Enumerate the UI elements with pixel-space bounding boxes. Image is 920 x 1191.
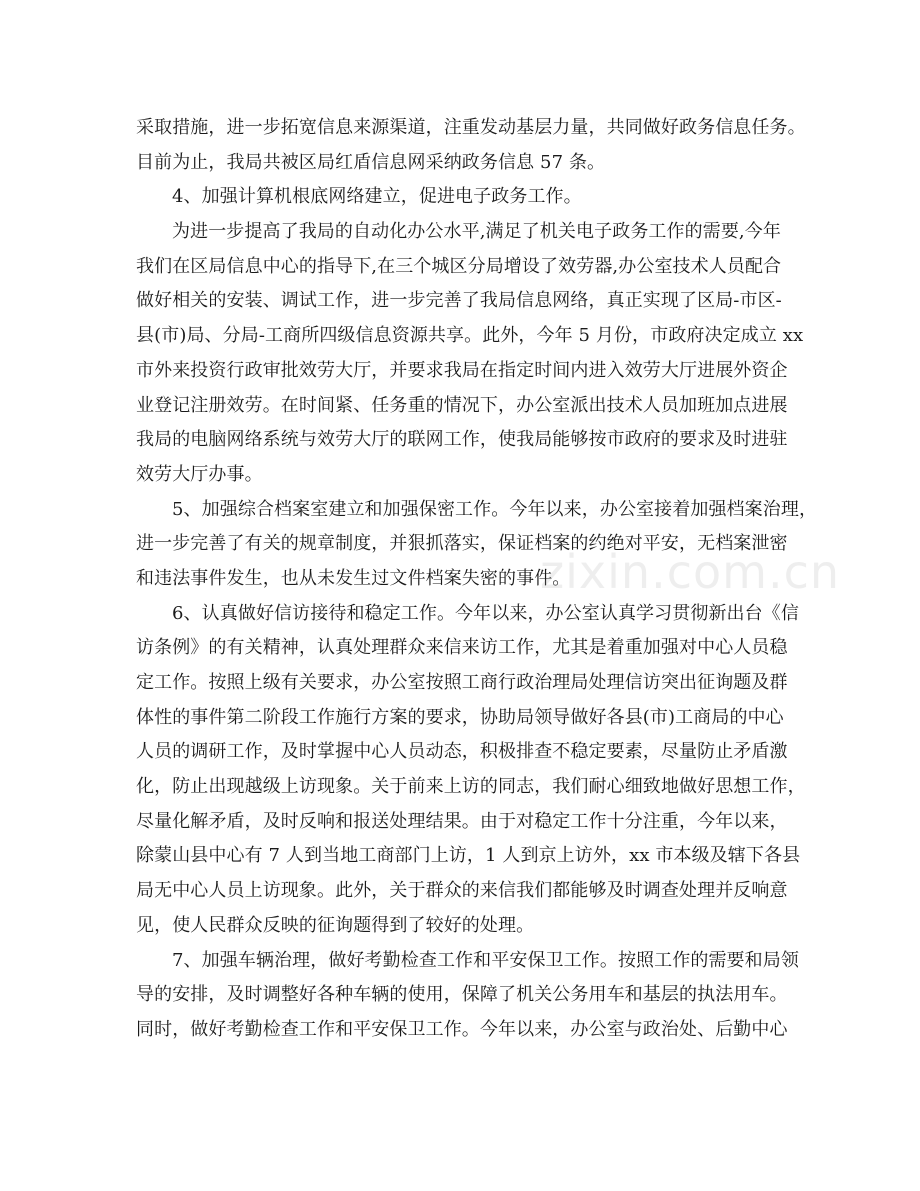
text-line: 局无中心人员上访现象。此外，关于群众的来信我们都能够及时调查处理并反响意 <box>136 880 788 902</box>
text-line: 效劳大厅办事。 <box>136 463 263 485</box>
text-line: 县(市)局、分局-工商所四级信息资源共享。此外，今年 5 月份，市政府决定成立 xx <box>136 325 804 347</box>
text-line: 进一步完善了有关的规章制度，并狠抓落实，保证档案的约绝对平安，无档案泄密 <box>136 533 788 555</box>
text-line: 为进一步提高了我局的自动化办公水平,满足了机关电子政务工作的需要,今年 <box>172 221 781 243</box>
document-body <box>136 111 818 1048</box>
text-line: 体性的事件第二阶段工作施行方案的要求，协助局领导做好各县(市)工商局的中心 <box>136 706 784 728</box>
text-line: 7、加强车辆治理，做好考勤检查工作和平安保卫工作。按照工作的需要和局领 <box>172 949 799 971</box>
text-line: 做好相关的安装、调试工作，进一步完善了我局信息网络，真正实现了区局-市区- <box>136 290 782 312</box>
text-line: 我们在区局信息中心的指导下,在三个城区分局增设了效劳器,办公室技术人员配合 <box>136 255 782 277</box>
text-line: 采取措施，进一步拓宽信息来源渠道，注重发动基层力量，共同做好政务信息任务。 <box>136 117 806 138</box>
text-line: 见，使人民群众反映的征询题得到了较好的处理。 <box>136 914 535 936</box>
text-line: 定工作。按照上级有关要求，办公室按照工商行政治理局处理信访突出征询题及群 <box>136 672 788 693</box>
text-line: 目前为止，我局共被区局红盾信息网采纳政务信息 57 条。 <box>136 151 606 173</box>
text-line: 同时，做好考勤检查工作和平安保卫工作。今年以来，办公室与政治处、后勤中心 <box>136 1018 788 1040</box>
text-line: 访条例》的有关精神，认真处理群众来信来访工作，尤其是着重加强对中心人员稳 <box>136 637 788 659</box>
text-line: 业登记注册效劳。在时间紧、任务重的情况下，办公室派出技术人员加班加点进展 <box>136 394 788 416</box>
text-line: 人员的调研工作，及时掌握中心人员动态，积极排查不稳定要素，尽量防止矛盾激 <box>136 741 788 763</box>
text-line: 和违法事件发生，也从未发生过文件档案失密的事件。 <box>136 567 571 589</box>
text-line: 导的安排，及时调整好各种车辆的使用，保障了机关公务用车和基层的执法用车。 <box>136 984 788 1006</box>
watermark: zixin.com.cn <box>540 545 841 599</box>
text-line: 化，防止出现越级上访现象。关于前来上访的同志，我们耐心细致地做好思想工作， <box>136 776 806 798</box>
text-line: 尽量化解矛盾，及时反响和报送处理结果。由于对稳定工作十分注重，今年以来， <box>136 810 788 832</box>
text-line: 除蒙山县中心有 7 人到当地工商部门上访，1 人到京上访外，xx 市本级及辖下各县 <box>136 845 801 867</box>
text-line: 5、加强综合档案室建立和加强保密工作。今年以来，办公室接着加强档案治理， <box>172 498 818 520</box>
text-line: 4、加强计算机根底网络建立，促进电子政务工作。 <box>172 186 582 208</box>
text-line: 市外来投资行政审批效劳大厅，并要求我局在指定时间内进入效劳大厅进展外资企 <box>136 359 788 381</box>
text-line: 我局的电脑网络系统与效劳大厅的联网工作，使我局能够按市政府的要求及时进驻 <box>136 429 788 451</box>
text-line: 6、认真做好信访接待和稳定工作。今年以来，办公室认真学习贯彻新出台《信 <box>172 602 799 624</box>
